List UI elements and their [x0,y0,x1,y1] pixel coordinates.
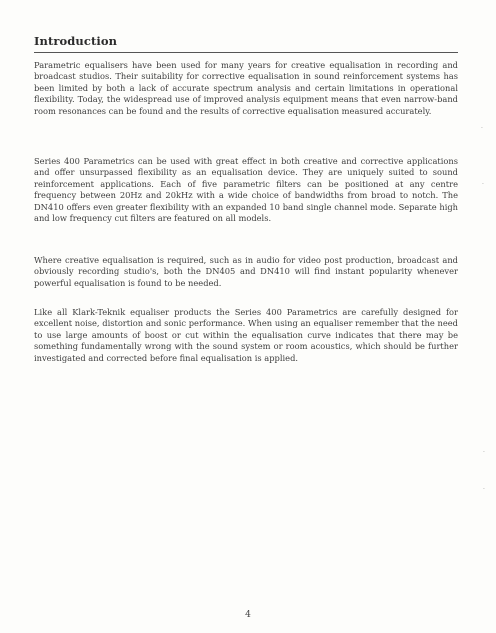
section-heading: Introduction [34,34,118,48]
page-number: 4 [245,610,251,620]
paragraph-series-400-applications: Series 400 Parametrics can be used with great effect in both creative and corrective applications and offer unsurpassed flexibility as an equalisation device. They are uniquely suited to sound reinforcement applications. Each of five parametric filters can be positioned at any centre frequency between 20Hz and 20kHz with a wide choice of bandwidths from broad to notch. The DN410 offers even greater flexibility with an expanded 10 band single channel mode. Separate high and low frequency cut filters are featured on all models. [34,156,458,224]
scan-speck: · [483,486,485,493]
paragraph-performance-advice: Like all Klark-Teknik equaliser products the Series 400 Parametrics are carefully designed for excellent noise, distortion and sonic performance. When using an equaliser remember that the need to use large amounts of boost or cut within the equalisation curve indicates that there may be something fundamentally wrong with the sound system or room acoustics, which should be further investigated and corrected before final equalisation is applied. [34,307,458,363]
paragraph-creative-equalisation: Where creative equalisation is required, such as in audio for video post production, broadcast and obviously recording studio's, both the DN405 and DN410 will find instant popularity whenever powerful equalisation is found to be needed. [34,255,458,288]
scan-speck: · [481,125,483,132]
scan-speck: · [483,449,485,456]
scan-speck: · [482,181,484,188]
heading-underline [34,52,458,53]
paragraph-parametric-history: Parametric equalisers have been used for many years for creative equalisation in recording and broadcast studios. Their suitability for corrective equalisation in sound reinforcement systems has been limited by both a lack of accurate spectrum analysis and certain limitations in operational flexibility. Today, the widespread use of improved analysis equipment means that even narrow-band room resonances can be found and the results of corrective equalisation measured accurately. [34,60,458,116]
